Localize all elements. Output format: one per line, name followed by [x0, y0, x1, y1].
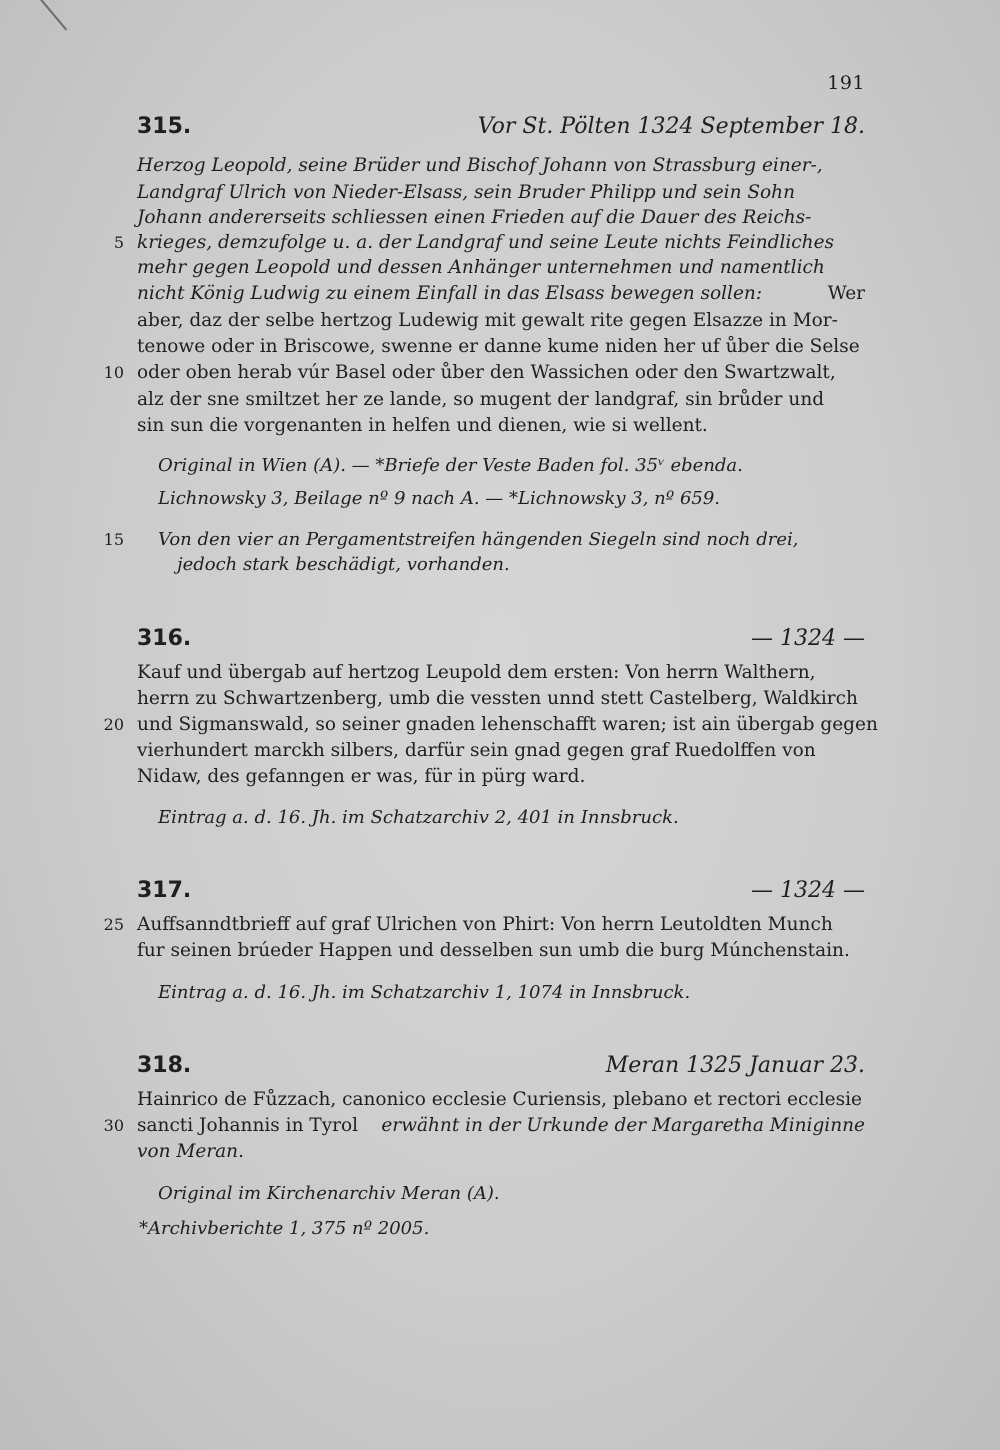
corner-mark — [40, 0, 67, 31]
source-note: Eintrag a. d. 16. Jh. im Schatzarchiv 2, 401 in Innsbruck. — [158, 807, 679, 828]
line-number: 30 — [103, 1116, 124, 1135]
text-line: tenowe oder in Briscowe, swenne er danne kume niden her uf ůber die Selse — [137, 336, 860, 357]
text-line: alz der sne smiltzet her ze lande, so mugent der landgraf, sin brůder und — [137, 389, 825, 410]
text-line: krieges, demzufolge u. a. der Landgraf und seine Leute nichts Feindliches — [137, 232, 835, 253]
source-note: jedoch stark beschädigt, vorhanden. — [177, 554, 510, 575]
page-number: 191 — [827, 72, 865, 94]
text-line: Kauf und übergab auf hertzog Leupold dem ersten: Von herrn Walthern, — [137, 662, 816, 683]
text-line: fur seinen brúeder Happen und desselben sun umb die burg Múnchenstain. — [137, 940, 850, 961]
line-number: 20 — [103, 715, 124, 734]
text-line: nicht König Ludwig zu einem Einfall in das Elsass bewegen sollen: Wer — [137, 283, 865, 304]
text-line: sancti Johannis in Tyrol erwähnt in der Urkunde der Margaretha Miniginne — [137, 1115, 865, 1136]
text-line: Landgraf Ulrich von Nieder-Elsass, sein Bruder Philipp und sein Sohn — [137, 182, 796, 203]
entry-place-date: Meran 1325 Januar 23. — [605, 1053, 865, 1078]
source-note: Original im Kirchenarchiv Meran (A). — [158, 1183, 500, 1204]
text-line: von Meran. — [137, 1141, 244, 1162]
entry-number: 318. — [137, 1053, 192, 1078]
line-number: 25 — [103, 915, 124, 934]
entry-315-heading — [137, 114, 865, 140]
text-line: vierhundert marckh silbers, darfür sein gnad gegen graf Ruedolffen von — [137, 740, 816, 761]
line-number: 15 — [103, 530, 124, 549]
text-line: oder oben herab vúr Basel oder ůber den Wassichen oder den Swartzwalt, — [137, 362, 836, 383]
text-line: Nidaw, des gefanngen er was, für in pürg ward. — [137, 766, 586, 787]
entry-place-date: Vor St. Pölten 1324 September 18. — [477, 114, 865, 139]
text-line: Hainrico de Fůzzach, canonico ecclesie Curiensis, plebano et rectori ecclesie — [137, 1089, 862, 1110]
line-number: 5 — [113, 233, 124, 252]
entry-place-date: — 1324 — — [751, 878, 865, 903]
text-line: aber, daz der selbe hertzog Ludewig mit gewalt rite gegen Elsazze in Mor- — [137, 310, 838, 331]
text-line: mehr gegen Leopold und dessen Anhänger unternehmen und namentlich — [137, 257, 825, 278]
entry-316-heading — [137, 626, 865, 652]
entry-number: 316. — [137, 626, 192, 651]
text-line: sin sun die vorgenanten in helfen und dienen, wie si wellent. — [137, 415, 708, 436]
text-line: Auffsanndtbrieff auf graf Ulrichen von Phirt: Von herrn Leutoldten Munch — [137, 914, 833, 935]
line-number: 10 — [103, 363, 124, 382]
entry-317-heading — [137, 878, 865, 904]
entry-number: 315. — [137, 114, 192, 139]
source-note: *Archivberichte 1, 375 nº 2005. — [139, 1218, 430, 1239]
source-note: Original in Wien (A). — *Briefe der Veste Baden fol. 35ᵛ ebenda. — [158, 455, 743, 476]
text-line: Johann andererseits schliessen einen Frieden auf die Dauer des Reichs- — [137, 207, 812, 228]
entry-place-date: — 1324 — — [751, 626, 865, 651]
text-line: Herzog Leopold, seine Brüder und Bischof Johann von Strassburg einer-, — [137, 155, 823, 176]
text-line: herrn zu Schwartzenberg, umb die vessten unnd stett Castelberg, Waldkirch — [137, 688, 858, 709]
text-line: und Sigmanswald, so seiner gnaden lehenschafft waren; ist ain übergab gegen — [137, 714, 878, 735]
entry-number: 317. — [137, 878, 192, 903]
source-note: Eintrag a. d. 16. Jh. im Schatzarchiv 1, 1074 in Innsbruck. — [158, 982, 691, 1003]
source-note: Lichnowsky 3, Beilage nº 9 nach A. — *Lichnowsky 3, nº 659. — [158, 488, 721, 509]
source-note: Von den vier an Pergamentstreifen hängenden Siegeln sind noch drei, — [158, 529, 799, 550]
entry-318-heading — [137, 1053, 865, 1079]
